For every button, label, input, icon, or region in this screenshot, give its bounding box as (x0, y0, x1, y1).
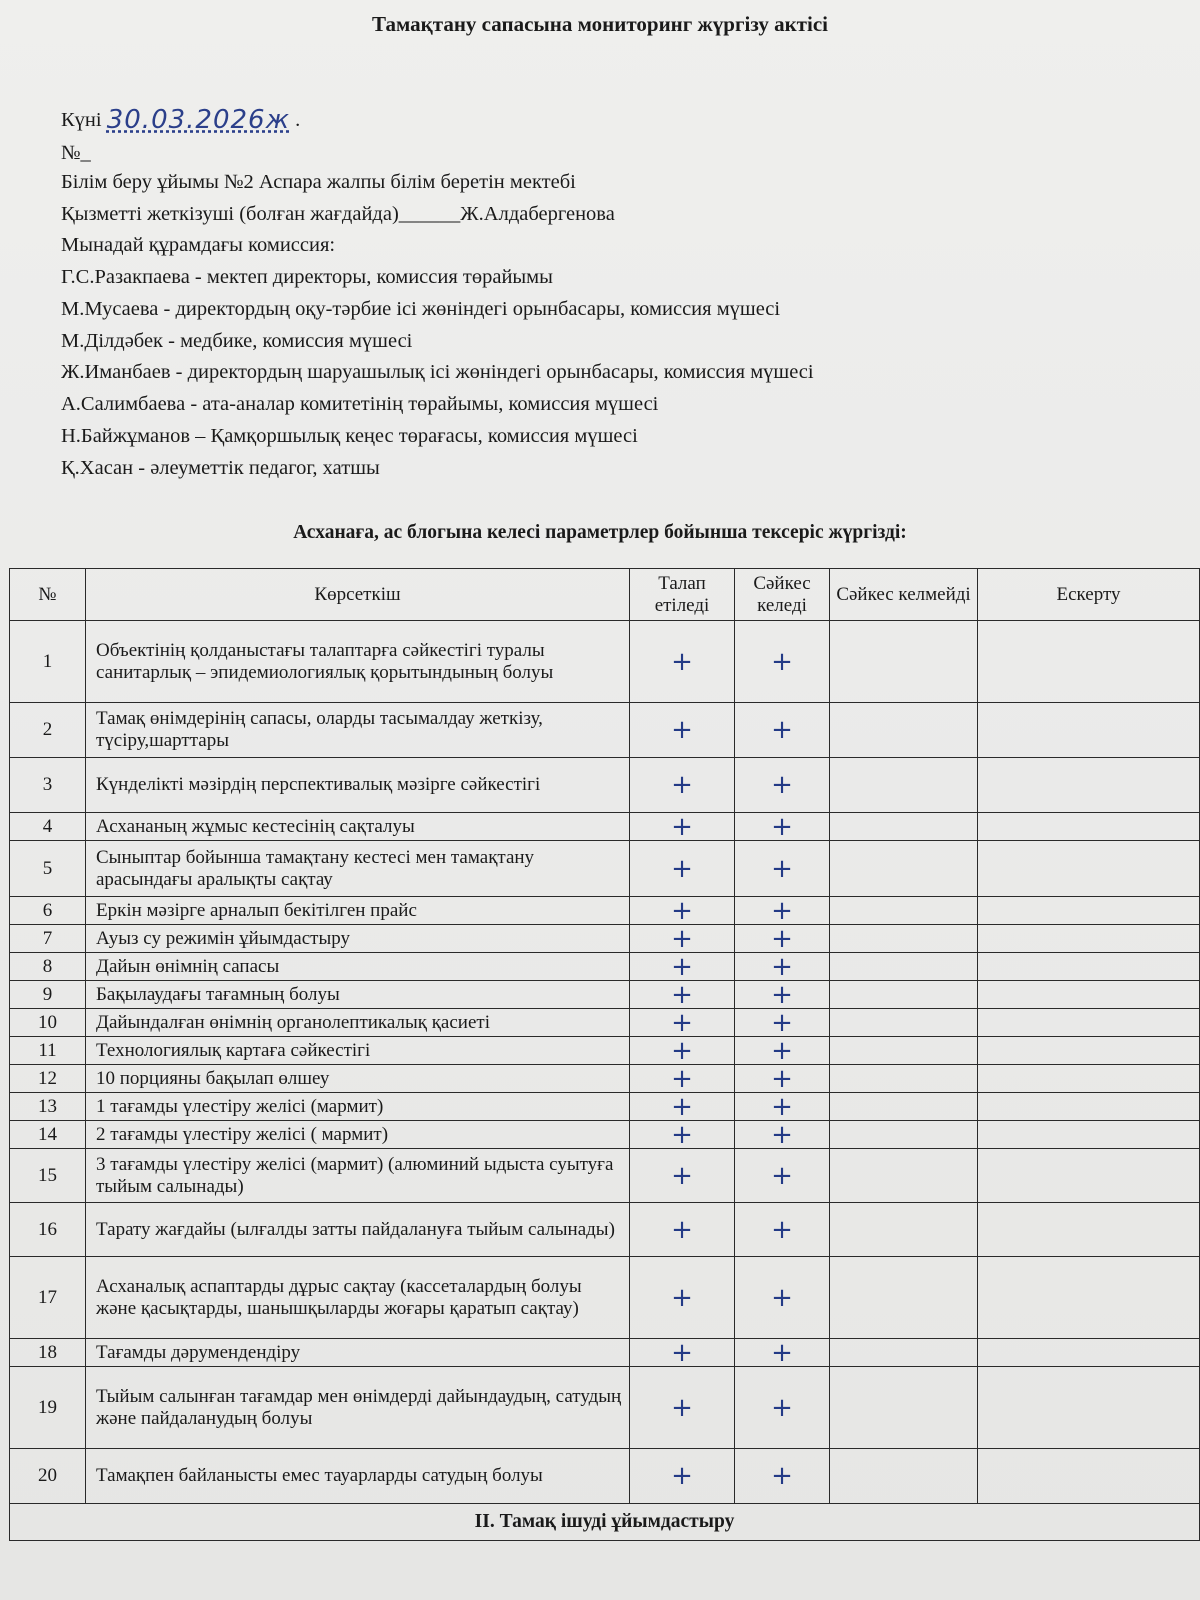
noncompliant-mark (830, 1449, 978, 1504)
row-number: 9 (10, 981, 86, 1009)
table-row (10, 1257, 1200, 1339)
table-row (10, 1037, 1200, 1065)
compliant-mark: + (735, 1093, 830, 1121)
noncompliant-mark (830, 1093, 978, 1121)
table-row (10, 1065, 1200, 1093)
indicator-text: Асхананың жұмыс кестесінің сақталуы (86, 813, 630, 841)
row-number: 16 (10, 1203, 86, 1257)
required-mark: + (630, 1037, 735, 1065)
table-row (10, 1093, 1200, 1121)
row-number: 15 (10, 1149, 86, 1203)
date-value: 30.03.2026ж (106, 105, 291, 135)
required-mark: + (630, 813, 735, 841)
table-row (10, 925, 1200, 953)
noncompliant-mark (830, 621, 978, 703)
indicator-text: 2 тағамды үлестіру желісі ( мармит) (86, 1121, 630, 1149)
row-number: 8 (10, 953, 86, 981)
table-row (10, 813, 1200, 841)
noncompliant-mark (830, 1367, 978, 1449)
indicator-text: Бақылаудағы тағамның болуы (86, 981, 630, 1009)
noncompliant-mark (830, 1037, 978, 1065)
compliant-mark: + (735, 1121, 830, 1149)
table-row (10, 841, 1200, 897)
note-cell (978, 703, 1200, 758)
required-mark: + (630, 1339, 735, 1367)
compliant-mark: + (735, 1037, 830, 1065)
note-cell (978, 953, 1200, 981)
indicator-text: Тыйым салынған тағамдар мен өнімдерді дайындаудың, сатудың және пайдаланудың болуы (86, 1367, 630, 1449)
note-cell (978, 897, 1200, 925)
compliant-mark: + (735, 703, 830, 758)
required-mark: + (630, 897, 735, 925)
compliant-mark: + (735, 1065, 830, 1093)
section-row (10, 1504, 1200, 1541)
member-line: Г.С.Разакпаева - мектеп директоры, комиссия төрайымы (61, 266, 553, 288)
required-mark: + (630, 953, 735, 981)
table-row (10, 1339, 1200, 1367)
required-mark: + (630, 1009, 735, 1037)
required-mark: + (630, 1367, 735, 1449)
note-cell (978, 841, 1200, 897)
compliant-mark: + (735, 758, 830, 813)
noncompliant-mark (830, 1203, 978, 1257)
noncompliant-mark (830, 1339, 978, 1367)
col-header-compliant: Сәйкес келеді (735, 569, 830, 621)
noncompliant-mark (830, 1149, 978, 1203)
compliant-mark: + (735, 1449, 830, 1504)
table-row (10, 1367, 1200, 1449)
table-row (10, 758, 1200, 813)
required-mark: + (630, 1257, 735, 1339)
compliant-mark: + (735, 1339, 830, 1367)
row-number: 10 (10, 1009, 86, 1037)
required-mark: + (630, 1065, 735, 1093)
required-mark: + (630, 1093, 735, 1121)
indicator-text: Тарату жағдайы (ылғалды затты пайдалануға тыйым салынады) (86, 1203, 630, 1257)
compliant-mark: + (735, 621, 830, 703)
compliant-mark: + (735, 1203, 830, 1257)
compliant-mark: + (735, 953, 830, 981)
row-number: 11 (10, 1037, 86, 1065)
note-cell (978, 813, 1200, 841)
table-row (10, 1009, 1200, 1037)
compliant-mark: + (735, 981, 830, 1009)
note-cell (978, 1257, 1200, 1339)
noncompliant-mark (830, 1065, 978, 1093)
indicator-text: 1 тағамды үлестіру желісі (мармит) (86, 1093, 630, 1121)
compliant-mark: + (735, 1367, 830, 1449)
indicator-text: Асханалық аспаптарды дұрыс сақтау (кассеталардың болуы және қасықтарды, шанышқыларды жоғары қаратып сақтау) (86, 1257, 630, 1339)
inspection-table (9, 568, 1200, 1541)
note-cell (978, 1009, 1200, 1037)
indicator-text: Объектінің қолданыстағы талаптарға сәйкестігі туралы санитарлық – эпидемиологиялық қорытындының болуы (86, 621, 630, 703)
noncompliant-mark (830, 981, 978, 1009)
compliant-mark: + (735, 897, 830, 925)
required-mark: + (630, 925, 735, 953)
noncompliant-mark (830, 758, 978, 813)
section-title: II. Тамақ ішуді ұйымдастыру (10, 1504, 1200, 1541)
table-row (10, 621, 1200, 703)
table-row (10, 703, 1200, 758)
col-header-required: Талап етіледі (630, 569, 735, 621)
row-number: 12 (10, 1065, 86, 1093)
required-mark: + (630, 981, 735, 1009)
date-line: Күні 30.03.2026ж . (61, 105, 301, 135)
row-number: 19 (10, 1367, 86, 1449)
compliant-mark: + (735, 841, 830, 897)
compliant-mark: + (735, 1257, 830, 1339)
col-header-indicator: Көрсеткіш (86, 569, 630, 621)
table-row (10, 953, 1200, 981)
row-number: 6 (10, 897, 86, 925)
note-cell (978, 1065, 1200, 1093)
indicator-text: Ауыз су режимін ұйымдастыру (86, 925, 630, 953)
table-row (10, 1149, 1200, 1203)
indicator-text: Технологиялық картаға сәйкестігі (86, 1037, 630, 1065)
required-mark: + (630, 841, 735, 897)
table-row (10, 1203, 1200, 1257)
organization-line: Білім беру ұйымы №2 Аспара жалпы білім беретін мектебі (61, 171, 576, 193)
required-mark: + (630, 1149, 735, 1203)
table-header-row (10, 569, 1200, 621)
note-cell (978, 1121, 1200, 1149)
row-number: 20 (10, 1449, 86, 1504)
indicator-text: 3 тағамды үлестіру желісі (мармит) (алюминий ыдыста суытуға тыйым салынады) (86, 1149, 630, 1203)
noncompliant-mark (830, 897, 978, 925)
required-mark: + (630, 758, 735, 813)
row-number: 14 (10, 1121, 86, 1149)
note-cell (978, 1367, 1200, 1449)
required-mark: + (630, 1449, 735, 1504)
note-cell (978, 758, 1200, 813)
note-cell (978, 621, 1200, 703)
indicator-text: Сыныптар бойынша тамақтану кестесі мен тамақтану арасындағы аралықты сақтау (86, 841, 630, 897)
noncompliant-mark (830, 1257, 978, 1339)
member-line: Ж.Иманбаев - директордың шаруашылық ісі жөніндегі орынбасары, комиссия мүшесі (61, 361, 814, 383)
indicator-text: 10 порцияны бақылап өлшеу (86, 1065, 630, 1093)
required-mark: + (630, 1121, 735, 1149)
noncompliant-mark (830, 841, 978, 897)
note-cell (978, 1093, 1200, 1121)
indicator-text: Тамақпен байланысты емес тауарларды сатудың болуы (86, 1449, 630, 1504)
indicator-text: Тағамды дәрумендендіру (86, 1339, 630, 1367)
number-line: №_ (61, 142, 91, 164)
row-number: 7 (10, 925, 86, 953)
inspection-subtitle: Асханаға, ас блогына келесі параметрлер бойынша тексеріс жүргізді: (293, 522, 907, 543)
indicator-text: Дайындалған өнімнің органолептикалық қасиеті (86, 1009, 630, 1037)
date-label: Күні (61, 109, 102, 131)
note-cell (978, 1339, 1200, 1367)
note-cell (978, 1037, 1200, 1065)
row-number: 18 (10, 1339, 86, 1367)
compliant-mark: + (735, 925, 830, 953)
noncompliant-mark (830, 703, 978, 758)
note-cell (978, 925, 1200, 953)
col-header-noncompliant: Сәйкес келмейді (830, 569, 978, 621)
col-header-number: № (10, 569, 86, 621)
member-line: Н.Байжұманов – Қамқоршылық кеңес төрағасы, комиссия мүшесі (61, 425, 638, 447)
required-mark: + (630, 621, 735, 703)
row-number: 1 (10, 621, 86, 703)
row-number: 17 (10, 1257, 86, 1339)
row-number: 5 (10, 841, 86, 897)
note-cell (978, 981, 1200, 1009)
compliant-mark: + (735, 1149, 830, 1203)
table-row (10, 1449, 1200, 1504)
noncompliant-mark (830, 1009, 978, 1037)
indicator-text: Еркін мәзірге арналып бекітілген прайс (86, 897, 630, 925)
table-row (10, 981, 1200, 1009)
table-row (10, 897, 1200, 925)
row-number: 3 (10, 758, 86, 813)
supplier-line: Қызметті жеткізуші (болған жағдайда)______Ж.Алдабергенова (61, 203, 615, 225)
indicator-text: Тамақ өнімдерінің сапасы, оларды тасымалдау жеткізу, түсіру,шарттары (86, 703, 630, 758)
indicator-text: Күнделікті мәзірдің перспективалық мәзірге сәйкестігі (86, 758, 630, 813)
member-line: М.Мусаева - директордың оқу-тәрбие ісі жөніндегі орынбасары, комиссия мүшесі (61, 298, 781, 320)
compliant-mark: + (735, 813, 830, 841)
note-cell (978, 1203, 1200, 1257)
noncompliant-mark (830, 925, 978, 953)
document-title: Тамақтану сапасына мониторинг жүргізу актісі (372, 12, 828, 36)
member-line: М.Ділдәбек - медбике, комиссия мүшесі (61, 330, 413, 352)
col-header-note: Ескерту (978, 569, 1200, 621)
table-row (10, 1121, 1200, 1149)
noncompliant-mark (830, 1121, 978, 1149)
required-mark: + (630, 1203, 735, 1257)
member-line: А.Салимбаева - ата-аналар комитетінің төрайымы, комиссия мүшесі (61, 393, 659, 415)
compliant-mark: + (735, 1009, 830, 1037)
noncompliant-mark (830, 813, 978, 841)
required-mark: + (630, 703, 735, 758)
row-number: 13 (10, 1093, 86, 1121)
member-line: Қ.Хасан - әлеуметтік педагог, хатшы (61, 457, 380, 479)
note-cell (978, 1449, 1200, 1504)
row-number: 2 (10, 703, 86, 758)
row-number: 4 (10, 813, 86, 841)
indicator-text: Дайын өнімнің сапасы (86, 953, 630, 981)
commission-label: Мынадай құрамдағы комиссия: (61, 234, 336, 256)
note-cell (978, 1149, 1200, 1203)
noncompliant-mark (830, 953, 978, 981)
